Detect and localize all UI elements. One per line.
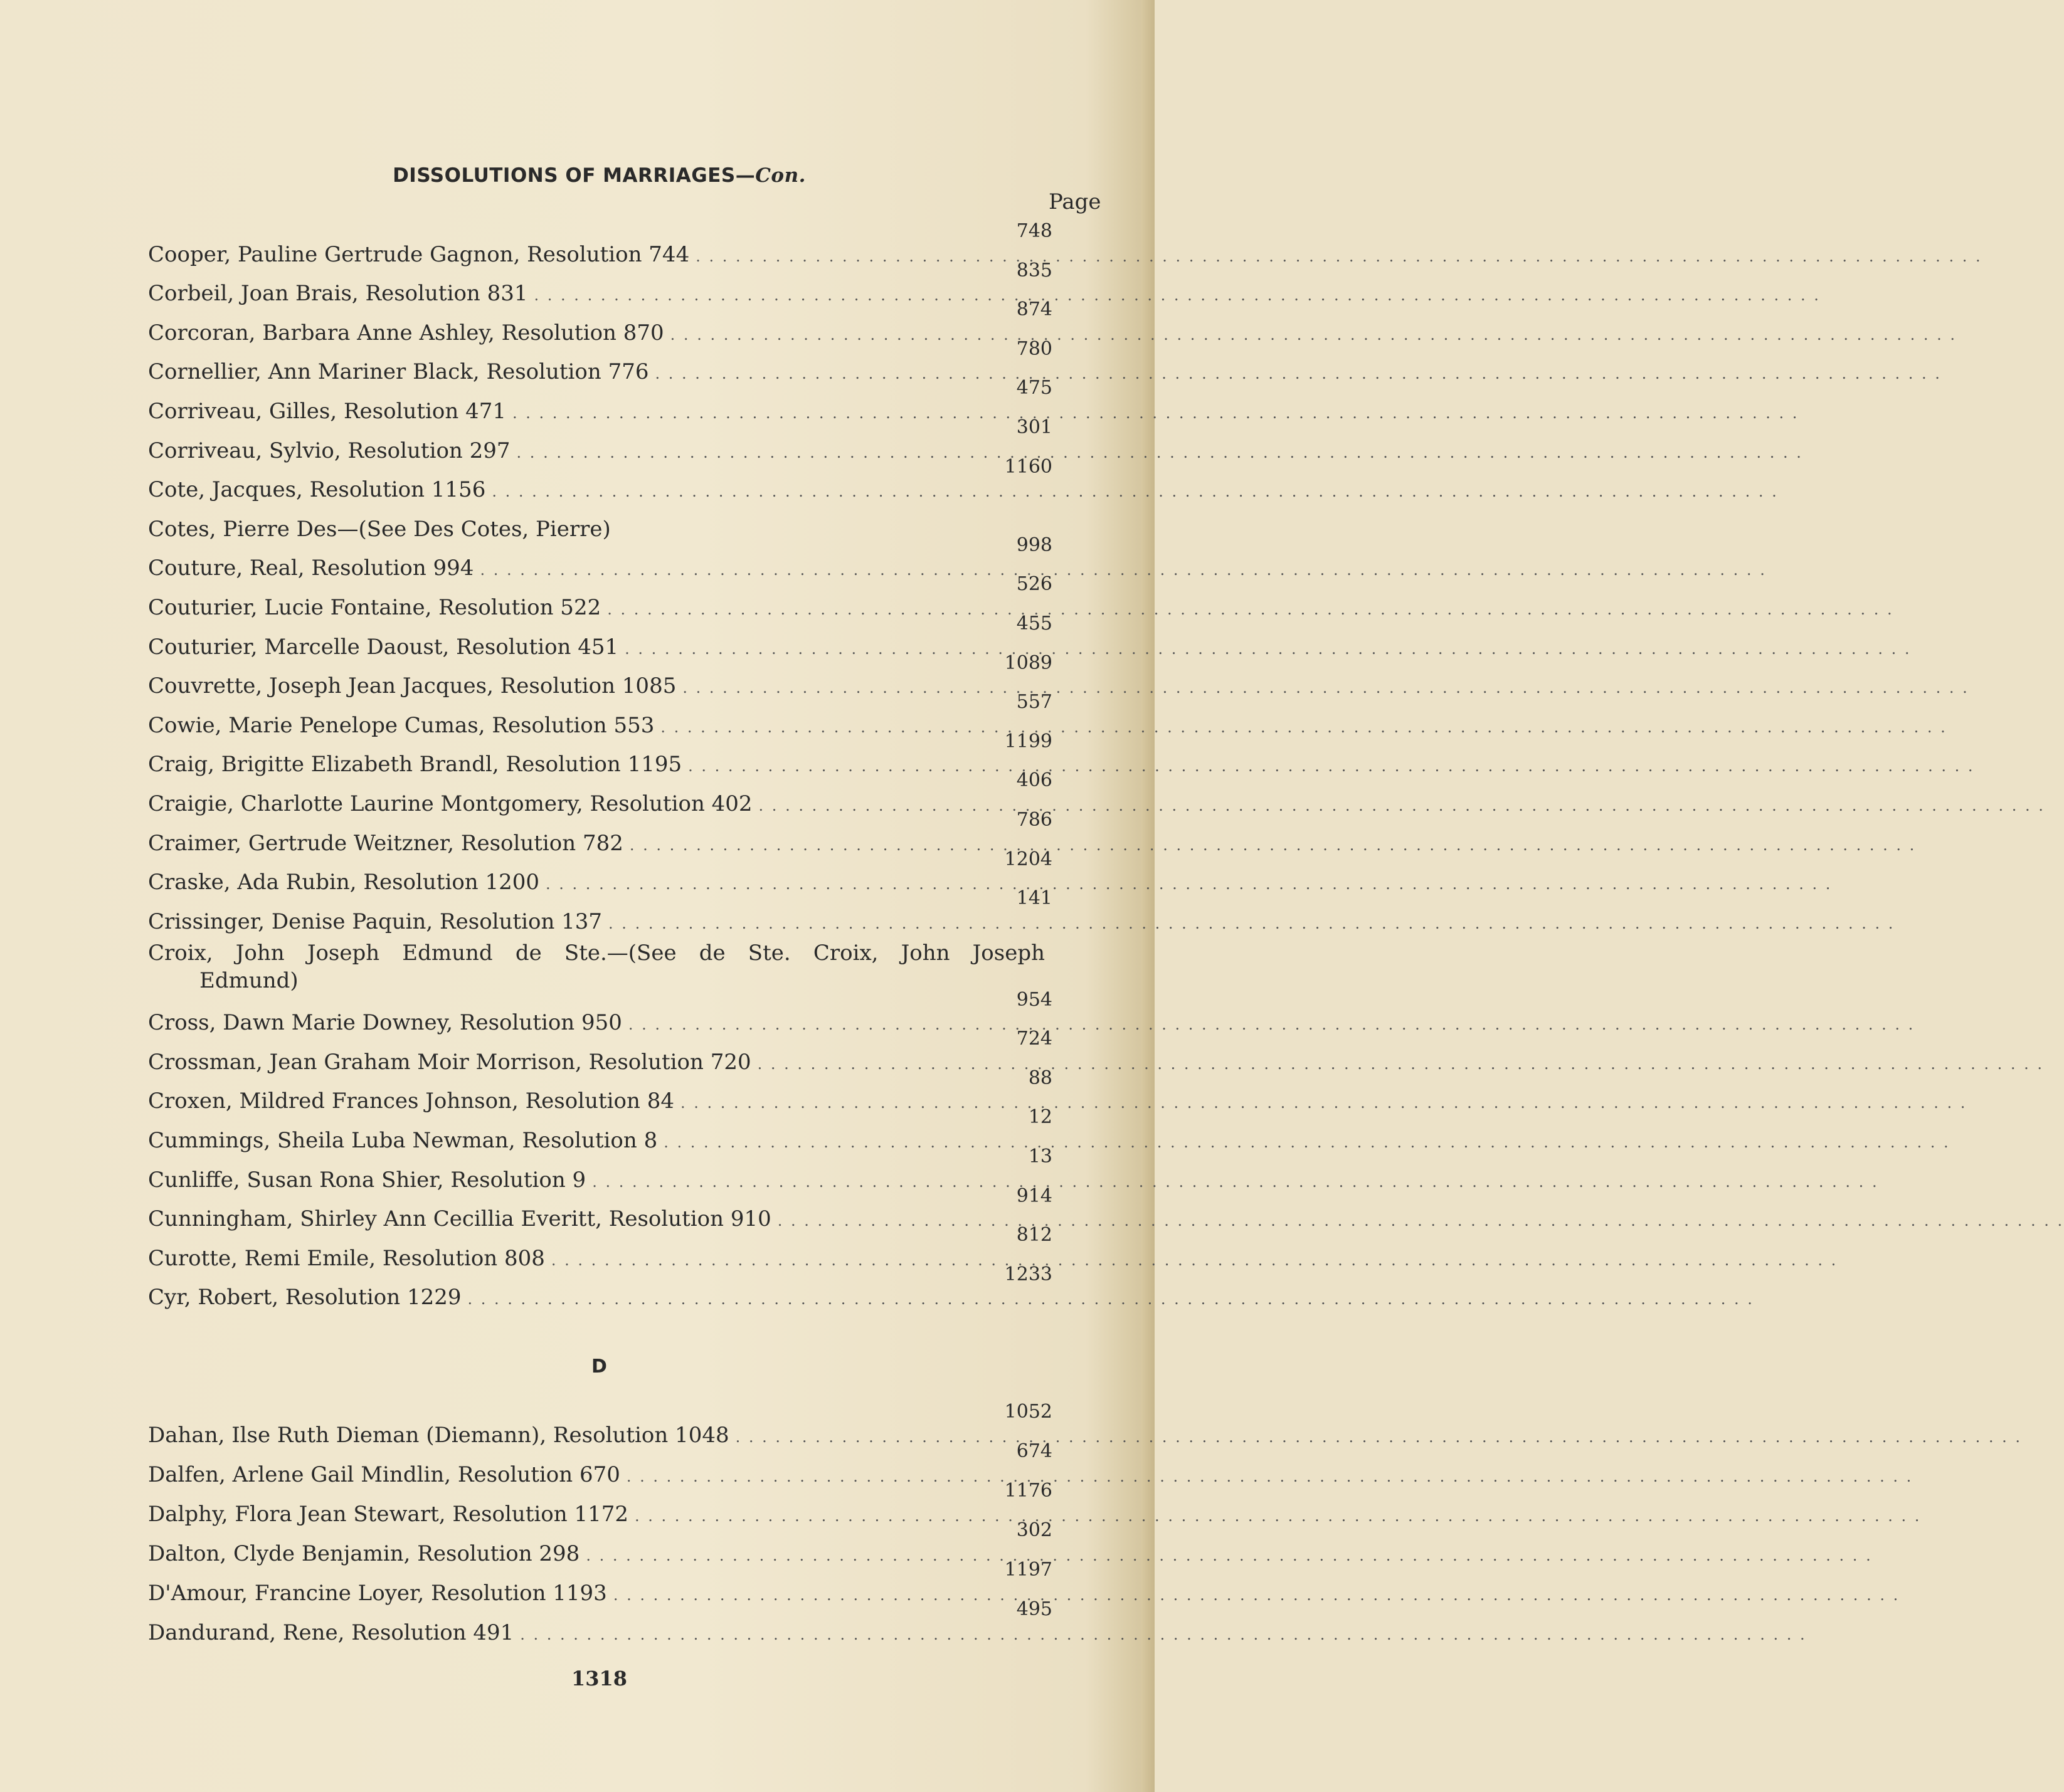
entry-name: Corriveau, Sylvio, Resolution 297: [148, 438, 511, 463]
entry-name: Dalfen, Arlene Gail Mindlin, Resolution 670: [148, 1462, 620, 1487]
entry-line-1: Croix, John Joseph Edmund de Ste.—(See de Ste. Croix, John Joseph: [148, 940, 1045, 966]
section-letter: D: [591, 1356, 607, 1378]
leader-dots: . . . . . . . . . . . . . . . . . . . . . . . . . . . . . . . . . . . . . . . . . . . . . . . . . . . . . . . . . . . . . . . . . . . . . . . . . . . . . . . . . . . . . . . . . . . . . . . . .: [664, 1134, 1950, 1152]
index-entry: [148, 220, 1982, 267]
entry-name: Dalton, Clyde Benjamin, Resolution 298: [148, 1541, 580, 1566]
index-entry: [148, 573, 1894, 620]
entry-name: Corriveau, Gilles, Resolution 471: [148, 398, 506, 424]
entry-name: Crissinger, Denise Paquin, Resolution 137: [148, 909, 603, 934]
entry-page-number: 914: [1016, 1184, 1052, 1207]
entry-name: Couturier, Marcelle Daoust, Resolution 451: [148, 634, 619, 660]
entry-name: Croxen, Mildred Frances Johnson, Resolution 84: [148, 1088, 674, 1114]
leader-dots: . . . . . . . . . . . . . . . . . . . . . . . . . . . . . . . . . . . . . . . . . . . . . . . . . . . . . . . . . . . . . . . . . . . . . . . . . . . . . . . . . . . . . . . . . . . . . . . . .: [520, 1626, 1807, 1643]
leader-dots: . . . . . . . . . . . . . . . . . . . . . . . . . . . . . . . . . . . . . . . . . . . . . . . . . . . . . . . . . . . . . . . . . . . . . . . . . . . . . . . . . . . . . . . . . . . . . . . . .: [551, 1251, 1838, 1269]
entry-name: Craigie, Charlotte Laurine Montgomery, Resolution 402: [148, 791, 753, 816]
entry-page-number: 998: [1016, 534, 1052, 556]
leader-dots: . . . . . . . . . . . . . . . . . . . . . . . . . . . . . . . . . . . . . . . . . . . . . . . . . . . . . . . . . . . . . . . . . . . . . . . . . . . . . . . . . . . . . . . . . . . . . . . . .: [670, 325, 1957, 344]
entry-name: [148, 934, 1051, 994]
leader-dots: . . . . . . . . . . . . . . . . . . . . . . . . . . . . . . . . . . . . . . . . . . . . . . . . . . . . . . . . . . . . . . . . . . . . . . . . . . . . . . . . . . . . . . . . . . . . . . . . .: [629, 836, 1917, 854]
index-entry: [148, 1028, 2045, 1075]
entry-name: Dandurand, Rene, Resolution 491: [148, 1620, 514, 1645]
index-entry: [148, 416, 1803, 463]
entry-name: Dahan, Ilse Ruth Dieman (Diemann), Resolution 1048: [148, 1423, 729, 1448]
entry-page-number: 724: [1016, 1028, 1052, 1050]
leader-dots: . . . . . . . . . . . . . . . . . . . . . . . . . . . . . . . . . . . . . . . . . . . . . . . . . . . . . . . . . . . . . . . . . . . . . . . . . . . . . . . . . . . . . . . . . . . . . . . . .: [546, 875, 1833, 893]
section-heading: [0, 164, 1155, 187]
entry-page-number: 455: [1016, 612, 1052, 635]
entry-name: Cyr, Robert, Resolution 1229: [148, 1285, 462, 1310]
index-entry: [148, 1067, 1967, 1114]
index-entry: [148, 1598, 1807, 1645]
index-entry: [148, 651, 1969, 699]
index-entry: [148, 455, 1779, 503]
page-column-label: Page: [1049, 189, 1101, 214]
leader-dots: . . . . . . . . . . . . . . . . . . . . . . . . . . . . . . . . . . . . . . . . . . . . . . . . . . . . . . . . . . . . . . . . . . . . . . . . . . . . . . . . . . . . . . . . . . . . . . . . .: [628, 1016, 1915, 1034]
entry-page-number: 874: [1016, 298, 1052, 321]
leader-dots: . . . . . . . . . . . . . . . . . . . . . . . . . . . . . . . . . . . . . . . . . . . . . . . . . . . . . . . . . . . . . . . . . . . . . . . . . . . . . . . . . . . . . . . . . . . . . . . . .: [607, 600, 1894, 618]
index-entry: [148, 988, 1915, 1036]
entry-name: Dalphy, Flora Jean Stewart, Resolution 1172: [148, 1502, 628, 1527]
entry-page-number: 954: [1016, 988, 1052, 1011]
index-entry: [148, 691, 1947, 738]
index-entry: [148, 1401, 2022, 1448]
index-entry: [148, 808, 1917, 856]
entry-name: Craske, Ada Rubin, Resolution 1200: [148, 870, 540, 895]
leader-dots: . . . . . . . . . . . . . . . . . . . . . . . . . . . . . . . . . . . . . . . . . . . . . . . . . . . . . . . . . . . . . . . . . . . . . . . . . . . . . . . . . . . . . . . . . . . . . . . . .: [592, 1173, 1879, 1191]
entry-name: Craig, Brigitte Elizabeth Brandl, Resolution 1195: [148, 752, 682, 777]
leader-dots: . . . . . . . . . . . . . . . . . . . . . . . . . . . . . . . . . . . . . . . . . . . . . . . . . . . . . . . . . . . . . . . . . . . . . . . . . . . . . . . . . . . . . . . . . . . . . . . . .: [467, 1290, 1754, 1309]
index-entry: [148, 887, 1895, 934]
index-entry: [148, 1519, 1873, 1566]
entry-page-number: 302: [1016, 1519, 1052, 1541]
index-entry-cross-reference: [148, 934, 1051, 996]
leader-dots: . . . . . . . . . . . . . . . . . . . . . . . . . . . . . . . . . . . . . . . . . . . . . . . . . . . . . . . . . . . . . . . . . . . . . . . . . . . . . . . . . . . . . . . . . . . . . . . . .: [626, 1468, 1913, 1485]
entry-page-number: 1204: [1004, 848, 1052, 870]
entry-name: Crossman, Jean Graham Moir Morrison, Resolution 720: [148, 1049, 751, 1075]
leader-dots: . . . . . . . . . . . . . . . . . . . . . . . . . . . . . . . . . . . . . . . . . . . . . . . . . . . . . . . . . . . . . . . . . . . . . . . . . . . . . . . . . . . . . . . . . . . . . . . . .: [777, 1212, 2064, 1230]
leader-dots: . . . . . . . . . . . . . . . . . . . . . . . . . . . . . . . . . . . . . . . . . . . . . . . . . . . . . . . . . . . . . . . . . . . . . . . . . . . . . . . . . . . . . . . . . . . . . . . . .: [688, 757, 1975, 776]
entry-page-number: 1052: [1004, 1401, 1052, 1423]
leader-dots: . . . . . . . . . . . . . . . . . . . . . . . . . . . . . . . . . . . . . . . . . . . . . . . . . . . . . . . . . . . . . . . . . . . . . . . . . . . . . . . . . . . . . . . . . . . . . . . . .: [655, 365, 1942, 383]
entry-page-number: 495: [1016, 1598, 1052, 1620]
leader-dots: . . . . . . . . . . . . . . . . . . . . . . . . . . . . . . . . . . . . . . . . . . . . . . . . . . . . . . . . . . . . . . . . . . . . . . . . . . . . . . . . . . . . . . . . . . . . . . . . .: [758, 796, 2045, 814]
entry-page-number: 88: [1028, 1067, 1052, 1089]
index-entry: [148, 298, 1957, 345]
entry-page-number: 748: [1016, 220, 1052, 242]
entry-page-number: 812: [1016, 1224, 1052, 1246]
entry-name: Cowie, Marie Penelope Cumas, Resolution 553: [148, 712, 655, 738]
entry-page-number: 674: [1016, 1440, 1052, 1462]
leader-dots: . . . . . . . . . . . . . . . . . . . . . . . . . . . . . . . . . . . . . . . . . . . . . . . . . . . . . . . . . . . . . . . . . . . . . . . . . . . . . . . . . . . . . . . . . . . . . . . . .: [492, 483, 1779, 501]
heading-suffix: Con.: [755, 164, 806, 187]
index-entry: [148, 1146, 1879, 1193]
index-entry: [148, 534, 1767, 581]
entry-page-number: 141: [1016, 887, 1052, 910]
entry-page-number: 301: [1016, 416, 1052, 438]
entry-name: Cummings, Sheila Luba Newman, Resolution 8: [148, 1128, 658, 1154]
entry-name: Cotes, Pierre Des—(See Des Cotes, Pierre): [148, 516, 611, 542]
leader-dots: . . . . . . . . . . . . . . . . . . . . . . . . . . . . . . . . . . . . . . . . . . . . . . . . . . . . . . . . . . . . . . . . . . . . . . . . . . . . . . . . . . . . . . . . . . . . . . . . .: [680, 1094, 1967, 1112]
index-entry: [148, 337, 1942, 385]
entry-page-number: 12: [1028, 1106, 1052, 1129]
entry-page-number: 557: [1016, 691, 1052, 714]
entry-name: D'Amour, Francine Loyer, Resolution 1193: [148, 1581, 607, 1606]
entry-page-number: 1199: [1004, 730, 1052, 752]
entry-page-number: 1089: [1004, 651, 1052, 674]
entry-name: Corbeil, Joan Brais, Resolution 831: [148, 281, 528, 307]
index-entry: [148, 502, 1051, 542]
entry-name: Cunliffe, Susan Rona Shier, Resolution 9: [148, 1167, 586, 1193]
leader-dots: . . . . . . . . . . . . . . . . . . . . . . . . . . . . . . . . . . . . . . . . . . . . . . . . . . . . . . . . . . . . . . . . . . . . . . . . . . . . . . . . . . . . . . . . . . . . . . . . .: [635, 1507, 1922, 1525]
index-entry: [148, 848, 1833, 895]
entry-name: Couture, Real, Resolution 994: [148, 556, 474, 581]
leader-dots: . . . . . . . . . . . . . . . . . . . . . . . . . . . . . . . . . . . . . . . . . . . . . . . . . . . . . . . . . . . . . . . . . . . . . . . . . . . . . . . . . . . . . . . . . . . . . . . . .: [625, 640, 1912, 658]
index-entry: [148, 1559, 1900, 1606]
entry-page-number: 475: [1016, 377, 1052, 399]
leader-dots: . . . . . . . . . . . . . . . . . . . . . . . . . . . . . . . . . . . . . . . . . . . . . . . . . . . . . . . . . . . . . . . . . . . . . . . . . . . . . . . . . . . . . . . . . . . . . . . . .: [613, 1586, 1900, 1604]
leader-dots: . . . . . . . . . . . . . . . . . . . . . . . . . . . . . . . . . . . . . . . . . . . . . . . . . . . . . . . . . . . . . . . . . . . . . . . . . . . . . . . . . . . . . . . . . . . . . . . . .: [480, 561, 1767, 579]
entry-page-number: 1160: [1004, 455, 1052, 478]
leader-dots: . . . . . . . . . . . . . . . . . . . . . . . . . . . . . . . . . . . . . . . . . . . . . . . . . . . . . . . . . . . . . . . . . . . . . . . . . . . . . . . . . . . . . . . . . . . . . . . . .: [534, 287, 1821, 305]
leader-dots: . . . . . . . . . . . . . . . . . . . . . . . . . . . . . . . . . . . . . . . . . . . . . . . . . . . . . . . . . . . . . . . . . . . . . . . . . . . . . . . . . . . . . . . . . . . . . . . . .: [516, 443, 1803, 461]
entry-page-number: 1176: [1004, 1480, 1052, 1502]
leader-dots: . . . . . . . . . . . . . . . . . . . . . . . . . . . . . . . . . . . . . . . . . . . . . . . . . . . . . . . . . . . . . . . . . . . . . . . . . . . . . . . . . . . . . . . . . . . . . . . . .: [512, 404, 1799, 422]
entry-name: Curotte, Remi Emile, Resolution 808: [148, 1245, 545, 1271]
index-entry: [148, 1106, 1950, 1154]
entry-page-number: 780: [1016, 337, 1052, 360]
heading-main: DISSOLUTIONS OF MARRIAGES—: [393, 164, 756, 187]
entry-page-number: 1197: [1004, 1559, 1052, 1581]
entry-name: Cornellier, Ann Mariner Black, Resolution 776: [148, 359, 649, 385]
leader-dots: . . . . . . . . . . . . . . . . . . . . . . . . . . . . . . . . . . . . . . . . . . . . . . . . . . . . . . . . . . . . . . . . . . . . . . . . . . . . . . . . . . . . . . . . . . . . . . . . .: [735, 1428, 2022, 1446]
index-entry: [148, 377, 1799, 424]
index-entry: [148, 1480, 1922, 1527]
leader-dots: . . . . . . . . . . . . . . . . . . . . . . . . . . . . . . . . . . . . . . . . . . . . . . . . . . . . . . . . . . . . . . . . . . . . . . . . . . . . . . . . . . . . . . . . . . . . . . . . .: [608, 914, 1895, 932]
index-entry: [148, 1224, 1838, 1271]
leader-dots: . . . . . . . . . . . . . . . . . . . . . . . . . . . . . . . . . . . . . . . . . . . . . . . . . . . . . . . . . . . . . . . . . . . . . . . . . . . . . . . . . . . . . . . . . . . . . . . . .: [696, 247, 1982, 265]
entry-list-c: [148, 220, 2064, 1310]
entry-name: Cross, Dawn Marie Downey, Resolution 950: [148, 1010, 622, 1036]
entry-page-number: 786: [1016, 808, 1052, 831]
index-entry: [148, 259, 1821, 307]
leader-dots: . . . . . . . . . . . . . . . . . . . . . . . . . . . . . . . . . . . . . . . . . . . . . . . . . . . . . . . . . . . . . . . . . . . . . . . . . . . . . . . . . . . . . . . . . . . . . . . . .: [660, 718, 1947, 736]
entry-name: Couvrette, Joseph Jean Jacques, Resolution 1085: [148, 673, 677, 699]
leader-dots: . . . . . . . . . . . . . . . . . . . . . . . . . . . . . . . . . . . . . . . . . . . . . . . . . . . . . . . . . . . . . . . . . . . . . . . . . . . . . . . . . . . . . . . . . . . . . . . . .: [586, 1547, 1873, 1564]
index-entry: [148, 1184, 2064, 1232]
entry-line-2: Edmund): [199, 967, 299, 993]
entry-name: Couturier, Lucie Fontaine, Resolution 522: [148, 594, 601, 620]
index-entry: [148, 1263, 1754, 1310]
entry-name: Cunningham, Shirley Ann Cecillia Everitt, Resolution 910: [148, 1206, 771, 1232]
index-entry: [148, 769, 2045, 816]
leader-dots: . . . . . . . . . . . . . . . . . . . . . . . . . . . . . . . . . . . . . . . . . . . . . . . . . . . . . . . . . . . . . . . . . . . . . . . . . . . . . . . . . . . . . . . . . . . . . . . . .: [682, 679, 1969, 697]
index-entry: [148, 612, 1912, 660]
entry-page-number: 835: [1016, 259, 1052, 282]
index-entry: [148, 1440, 1913, 1487]
entry-page-number: 13: [1028, 1146, 1052, 1168]
entry-name: Craimer, Gertrude Weitzner, Resolution 782: [148, 830, 623, 856]
entry-name: Cote, Jacques, Resolution 1156: [148, 477, 486, 503]
entry-page-number: 406: [1016, 769, 1052, 792]
entry-name: Corcoran, Barbara Anne Ashley, Resolution 870: [148, 320, 664, 345]
entry-page-number: 526: [1016, 573, 1052, 596]
entry-name: Cooper, Pauline Gertrude Gagnon, Resolution 744: [148, 241, 690, 267]
entry-list-d: [148, 1401, 2022, 1645]
footer-page-number: 1318: [571, 1667, 628, 1690]
index-entry: [148, 730, 1975, 777]
leader-dots: . . . . . . . . . . . . . . . . . . . . . . . . . . . . . . . . . . . . . . . . . . . . . . . . . . . . . . . . . . . . . . . . . . . . . . . . . . . . . . . . . . . . . . . . . . . . . . . . .: [757, 1055, 2045, 1073]
entry-page-number: 1233: [1004, 1263, 1052, 1285]
